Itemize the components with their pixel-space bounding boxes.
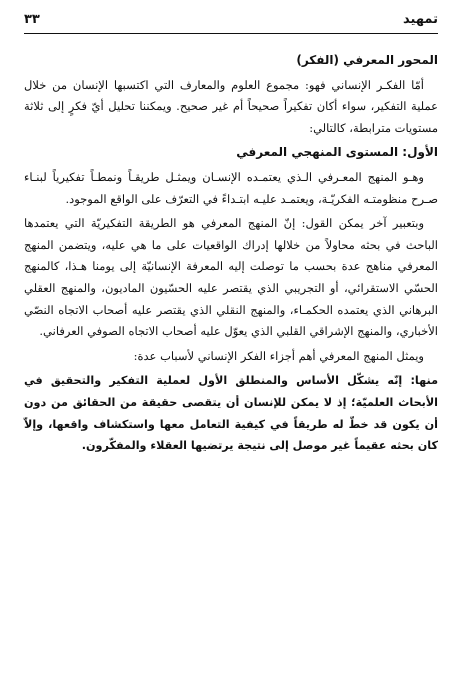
page-number: ٣٣ [24, 12, 40, 27]
section-heading-cognitive-axis: المحور المعرفي (الفكر) [296, 53, 438, 67]
header-rule [24, 33, 438, 34]
reason-text: إنّه يشكّل الأساس والمنطلق الأول لعملية التفكير والتحقيق في الأبحاث العلميّة؛ إذ لا يمكن للإنسان أن يتقصى حقيقة من الحقائق من دون أن يكون قد خطّ له طريقاً في كيفية التعامل معها واستكشاف واقعها، وإلاّ كان بحثه عقيماً غير موصل إلى نتيجة يرتضيها العقلاء والمفكّرون. [24, 374, 438, 453]
paragraph-methodology-types: وبتعبير آخر يمكن القول: إنّ المنهج المعرفي هو الطريقة التفكيريّة التي يعتمدها الباحث في بحثه محاولاً من خلالها إدراك الواقعيات على ما هي عليه، ويتضمن المنهج المعرفي مناهج عدة بحسب ما توصلت إليه المعرفة الإنسانيّة إلى يومنا هـذا، كالمنهج الحسّي الاستقرائي، أو التجريبي الذي يقتصر عليه الحسّيون الماديون، والمنهج العقلي البرهاني الذي يعتمده الحكمـاء، والمنهج النقلي الذي يقتصر عليه أصحاب الاتجاه النصّي الأخباري، والمنهج الإشراقي القلبي الذي يعوّل عليه أصحاب الاتجاه الصوفي العرفاني. [24, 216, 438, 339]
paragraph-first-reason [24, 370, 438, 456]
running-title: تمهيد [403, 12, 438, 27]
reason-lead: منها: [410, 374, 438, 388]
section-heading-methodological-level: الأول: المستوى المنهجي المعرفي [236, 145, 438, 160]
paragraph-methodology-definition: وهـو المنهج المعـرفي الـذي يعتمـده الإنسـان ويمثـل طريقـاً ونمطـاً تفكيرياً لبنـاء صـرح منظومتـه الفكريّـة، ويعتمـد عليـه ابتـداءً في التعرّف على الواقع الموجود. [24, 169, 438, 206]
paragraph-human-thought: أمّا الفكـر الإنساني فهو: مجموع العلوم والمعارف التي اكتسبها الإنسان من خلال عملية التفكير، سواء أكان تفكيراً صحيحاً أم غير صحيح. ويمكننا تحليل أيّ فكرٍ إلى ثلاثة مستويات مترابطة، كالتالي: [24, 77, 438, 135]
paragraph-reasons-intro: ويمثل المنهج المعرفي أهم أجزاء الفكر الإنساني لأسباب عدة: [133, 348, 424, 363]
body-text [24, 48, 438, 460]
running-header [24, 10, 438, 32]
